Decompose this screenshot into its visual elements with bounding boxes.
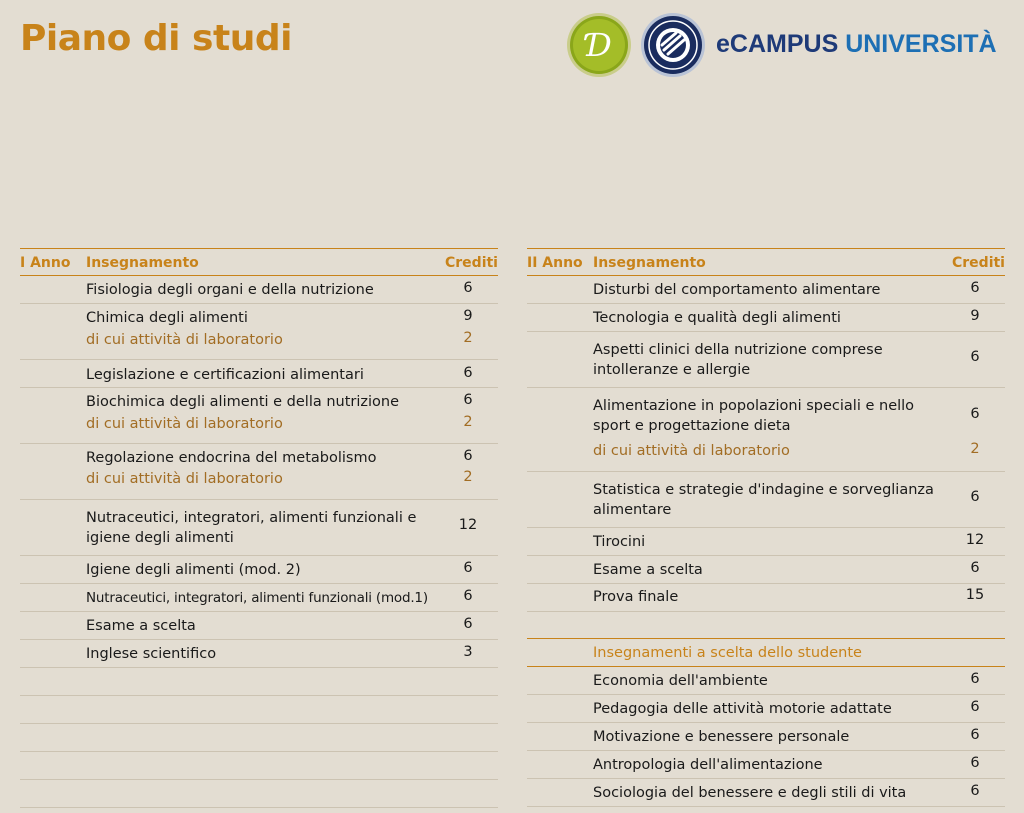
year2-col-year: II Anno xyxy=(527,255,583,271)
table-row xyxy=(20,444,498,500)
course-credits: 12 xyxy=(965,532,985,548)
electives-title: Insegnamenti a scelta dello studente xyxy=(593,645,862,661)
spacer xyxy=(527,612,1005,638)
brand-campus: CAMPUS xyxy=(729,30,839,58)
course-credits: 6 xyxy=(970,699,980,715)
empty-row xyxy=(20,752,498,780)
table-row xyxy=(527,751,1005,779)
table-row xyxy=(527,472,1005,528)
lab-note: di cui attività di laboratorio xyxy=(593,443,790,459)
course-credits: 6 xyxy=(463,448,473,464)
course-name: Motivazione e benessere personale xyxy=(593,729,850,745)
course-credits: 3 xyxy=(463,644,473,660)
year1-col-course: Insegnamento xyxy=(86,255,199,271)
year1-header xyxy=(20,248,498,276)
course-credits: 6 xyxy=(970,560,980,576)
course-credits: 9 xyxy=(463,308,473,324)
table-row xyxy=(20,612,498,640)
year2-header xyxy=(527,248,1005,276)
course-credits: 9 xyxy=(970,308,980,324)
course-credits: 6 xyxy=(463,588,473,604)
course-credits: 6 xyxy=(970,671,980,687)
course-name: Esame a scelta xyxy=(86,618,196,634)
lab-note: di cui attività di laboratorio xyxy=(86,416,283,432)
course-name: Igiene degli alimenti (mod. 2) xyxy=(86,562,301,578)
empty-row xyxy=(20,696,498,724)
course-name: Nutraceutici, integratori, alimenti funzionali (mod.1) xyxy=(86,590,428,606)
table-row xyxy=(527,388,1005,472)
course-credits: 6 xyxy=(463,392,473,408)
course-credits: 6 xyxy=(970,280,980,296)
course-name: Biochimica degli alimenti e della nutrizione xyxy=(86,394,400,410)
course-name: Aspetti clinici della nutrizione comprese intolleranze e allergie xyxy=(593,342,883,378)
lab-note: di cui attività di laboratorio xyxy=(86,471,283,487)
table-row xyxy=(527,528,1005,556)
table-row xyxy=(527,779,1005,807)
lab-credits: 2 xyxy=(463,414,473,430)
table-row xyxy=(20,556,498,584)
table-row xyxy=(527,723,1005,751)
table-row xyxy=(20,388,498,444)
course-credits: 12 xyxy=(458,517,478,533)
table-row xyxy=(20,360,498,388)
ecampus-emblem-logo xyxy=(640,12,706,78)
table-row xyxy=(527,556,1005,584)
empty-row xyxy=(20,668,498,696)
university-seal-logo xyxy=(566,12,632,78)
course-name: Prova finale xyxy=(593,589,679,605)
course-credits: 6 xyxy=(970,755,980,771)
course-name: Nutraceutici, integratori, alimenti funzionali e igiene degli alimenti xyxy=(86,510,417,546)
course-name: Tecnologia e qualità degli alimenti xyxy=(593,310,841,326)
table-row xyxy=(20,640,498,668)
table-row xyxy=(20,584,498,612)
year1-col-year: I Anno xyxy=(20,255,71,271)
table-row xyxy=(527,695,1005,723)
course-credits: 15 xyxy=(965,587,985,603)
course-name: Antropologia dell'alimentazione xyxy=(593,757,823,773)
course-name: Economia dell'ambiente xyxy=(593,673,768,689)
course-name: Inglese scientifico xyxy=(86,646,217,662)
table-row xyxy=(20,500,498,556)
table-row xyxy=(527,584,1005,612)
table-row xyxy=(527,276,1005,304)
course-credits: 6 xyxy=(970,406,980,422)
course-credits: 6 xyxy=(463,560,473,576)
course-name: Fisiologia degli organi e della nutrizione xyxy=(86,282,374,298)
course-name: Sociologia del benessere e degli stili di vita xyxy=(593,785,907,801)
brand-universita: UNIVERSITÀ xyxy=(845,30,997,58)
svg-text:Ɗ: Ɗ xyxy=(586,26,612,64)
course-name: Disturbi del comportamento alimentare xyxy=(593,282,881,298)
ecampus-wordmark xyxy=(716,30,997,59)
course-credits: 6 xyxy=(970,727,980,743)
course-name: Regolazione endocrina del metabolismo xyxy=(86,450,377,466)
course-credits: 6 xyxy=(463,280,473,296)
table-row xyxy=(20,304,498,360)
course-credits: 6 xyxy=(970,349,980,365)
course-name: Alimentazione in popolazioni speciali e nello sport e progettazione dieta xyxy=(593,398,915,434)
course-name: Chimica degli alimenti xyxy=(86,310,248,326)
lab-credits: 2 xyxy=(463,330,473,346)
lab-credits: 2 xyxy=(463,469,473,485)
year2-table xyxy=(527,248,1005,807)
year2-col-credits: Crediti xyxy=(952,255,1005,271)
year2-col-course: Insegnamento xyxy=(593,255,706,271)
logo-group xyxy=(566,12,1016,78)
course-name: Legislazione e certificazioni alimentari xyxy=(86,367,364,383)
lab-note: di cui attività di laboratorio xyxy=(86,332,283,348)
brand-prefix: e xyxy=(716,30,730,58)
course-name: Tirocini xyxy=(593,534,646,550)
course-credits: 6 xyxy=(463,616,473,632)
page-title: Piano di studi xyxy=(20,18,292,59)
table-row xyxy=(527,304,1005,332)
course-credits: 6 xyxy=(970,783,980,799)
empty-row xyxy=(20,724,498,752)
table-row xyxy=(527,667,1005,695)
year1-table xyxy=(20,248,498,808)
empty-row xyxy=(20,780,498,808)
lab-credits: 2 xyxy=(970,441,980,457)
course-name: Esame a scelta xyxy=(593,562,703,578)
electives-header xyxy=(527,638,1005,667)
table-row xyxy=(527,332,1005,388)
year1-col-credits: Crediti xyxy=(445,255,498,271)
course-name: Statistica e strategie d'indagine e sorveglianza alimentare xyxy=(593,482,934,518)
course-name: Pedagogia delle attività motorie adattate xyxy=(593,701,892,717)
table-row xyxy=(20,276,498,304)
course-credits: 6 xyxy=(463,365,473,381)
course-credits: 6 xyxy=(970,489,980,505)
